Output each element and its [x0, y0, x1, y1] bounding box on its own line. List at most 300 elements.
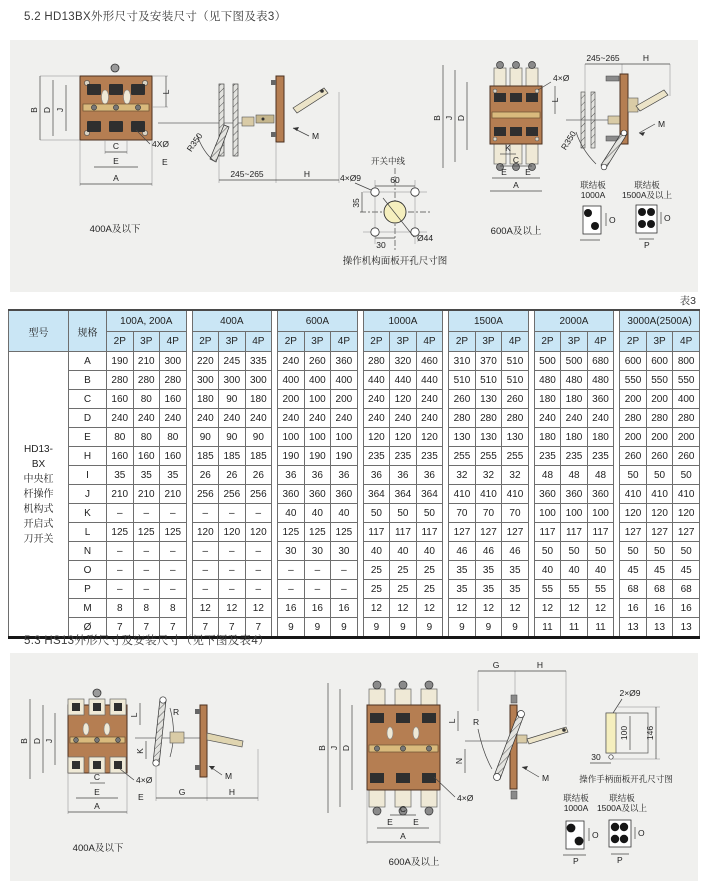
dim-label-j: J	[44, 738, 54, 744]
dim-label-j2: J	[444, 115, 454, 121]
value-cell: 12	[219, 599, 246, 618]
value-cell: 400	[278, 371, 305, 390]
value-cell: –	[219, 561, 246, 580]
value-cell: 180	[192, 390, 219, 409]
spec-letter-cell: P	[69, 580, 107, 599]
value-cell: 255	[502, 447, 529, 466]
pole-subheader: 2P	[107, 332, 134, 352]
value-cell: 480	[561, 371, 588, 390]
hd13bx-drawings-panel	[10, 40, 698, 292]
value-cell: 120	[620, 504, 647, 523]
group-header: 3000A(2500A)	[620, 310, 700, 332]
value-cell: 127	[646, 523, 673, 542]
value-cell: 260	[449, 390, 476, 409]
table-row	[9, 409, 700, 428]
value-cell: 117	[587, 523, 614, 542]
value-cell: 240	[363, 409, 390, 428]
value-cell: 240	[587, 409, 614, 428]
value-cell: 180	[561, 390, 588, 409]
link-plate-1000a	[580, 180, 616, 240]
value-cell: 48	[561, 466, 588, 485]
holes-label: 4XØ	[152, 139, 170, 149]
pole-subheader: 3P	[646, 332, 673, 352]
dim-label-d2: D	[341, 744, 351, 752]
value-cell: 40	[390, 542, 417, 561]
group-header: 600A	[278, 310, 358, 332]
value-cell: 256	[192, 485, 219, 504]
value-cell: 36	[331, 466, 358, 485]
value-cell: 410	[475, 485, 502, 504]
value-cell: 185	[192, 447, 219, 466]
caption-400a: 400A及以下	[72, 843, 124, 854]
arc-radius-label-2: R	[473, 717, 480, 727]
link-plate-amp: 1000A	[563, 803, 589, 813]
spec-letter-cell: B	[69, 371, 107, 390]
value-cell: 12	[561, 599, 588, 618]
value-cell: 45	[620, 561, 647, 580]
hs13-side-view-600a	[447, 660, 568, 799]
hd13bx-front-view-400a	[29, 64, 171, 235]
dim-100-label: 100	[619, 725, 629, 741]
value-cell: 11	[587, 618, 614, 638]
value-cell: 117	[561, 523, 588, 542]
value-cell: 7	[133, 618, 160, 638]
holes-right-label: 4×Ø	[553, 73, 570, 83]
hs13-drawings-panel	[10, 653, 698, 881]
value-cell: 50	[673, 466, 700, 485]
value-cell: 550	[673, 371, 700, 390]
value-cell: –	[245, 580, 272, 599]
value-cell: 100	[304, 428, 331, 447]
value-cell: 16	[673, 599, 700, 618]
link-plate-title: 联结板	[563, 793, 589, 803]
value-cell: 40	[331, 504, 358, 523]
value-cell: 280	[673, 409, 700, 428]
value-cell: 235	[416, 447, 443, 466]
value-cell: 200	[646, 390, 673, 409]
value-cell: –	[245, 561, 272, 580]
value-cell: 9	[416, 618, 443, 638]
value-cell: 360	[304, 485, 331, 504]
dim-35-label: 35	[351, 198, 361, 208]
value-cell: 9	[331, 618, 358, 638]
table-row	[9, 542, 700, 561]
value-cell: 280	[475, 409, 502, 428]
value-cell: 800	[673, 352, 700, 371]
spec-letter-cell: H	[69, 447, 107, 466]
value-cell: 70	[475, 504, 502, 523]
value-cell: 32	[449, 466, 476, 485]
dim-label-h: H	[303, 169, 311, 179]
value-cell: 600	[620, 352, 647, 371]
value-cell: 200	[620, 390, 647, 409]
group-header: 1000A	[363, 310, 443, 332]
value-cell: 200	[620, 428, 647, 447]
handle-panel-hole-diagram	[579, 688, 673, 784]
value-cell: 16	[304, 599, 331, 618]
value-cell: 280	[363, 352, 390, 371]
value-cell: 9	[363, 618, 390, 638]
value-cell: 7	[245, 618, 272, 638]
value-cell: 100	[561, 504, 588, 523]
dim-label-k: K	[505, 143, 511, 153]
value-cell: 7	[192, 618, 219, 638]
spec-letter-cell: K	[69, 504, 107, 523]
value-cell: 35	[502, 561, 529, 580]
link-plate-1500a	[622, 180, 673, 250]
value-cell: 600	[646, 352, 673, 371]
value-cell: 120	[192, 523, 219, 542]
value-cell: 240	[416, 390, 443, 409]
value-cell: 125	[160, 523, 187, 542]
value-cell: 100	[278, 428, 305, 447]
value-cell: 255	[475, 447, 502, 466]
panel-hole-caption: 操作机构面板开孔尺寸图	[342, 256, 448, 267]
value-cell: 50	[390, 504, 417, 523]
diameter-44-label: Ø44	[417, 233, 434, 243]
pole-subheader: 2P	[620, 332, 647, 352]
value-cell: 35	[107, 466, 134, 485]
link-plate-title: 联结板	[580, 180, 606, 190]
pole-subheader: 3P	[475, 332, 502, 352]
value-cell: 240	[278, 409, 305, 428]
value-cell: 16	[646, 599, 673, 618]
holes-label-2: 4×Ø	[457, 793, 474, 803]
value-cell: 260	[304, 352, 331, 371]
value-cell: –	[107, 504, 134, 523]
value-cell: 40	[534, 561, 561, 580]
spec-letter-cell: E	[69, 428, 107, 447]
dim-label-d: D	[42, 106, 52, 114]
dim-label-l2: L	[447, 718, 457, 724]
value-cell: 130	[475, 390, 502, 409]
dim-30-label: 30	[591, 752, 601, 762]
dim-label-a2: A	[400, 831, 406, 841]
value-cell: 100	[587, 504, 614, 523]
table-row	[9, 466, 700, 485]
table-row	[9, 504, 700, 523]
spec-letter-cell: O	[69, 561, 107, 580]
dim-label-b: B	[19, 738, 29, 744]
value-cell: 240	[107, 409, 134, 428]
value-cell: 400	[331, 371, 358, 390]
value-cell: 120	[363, 428, 390, 447]
value-cell: 360	[587, 485, 614, 504]
value-cell: 50	[620, 542, 647, 561]
spec-letter-cell: I	[69, 466, 107, 485]
value-cell: 45	[673, 561, 700, 580]
value-cell: 320	[390, 352, 417, 371]
value-cell: 36	[416, 466, 443, 485]
value-cell: –	[133, 561, 160, 580]
value-cell: 280	[646, 409, 673, 428]
value-cell: 16	[331, 599, 358, 618]
value-cell: 360	[534, 485, 561, 504]
group-header: 1500A	[449, 310, 529, 332]
value-cell: 90	[219, 390, 246, 409]
value-cell: –	[160, 504, 187, 523]
value-cell: 240	[192, 409, 219, 428]
value-cell: 8	[107, 599, 134, 618]
section-5-3-title: 5.3 HS13外形尺寸及安装尺寸（见下图及表4）	[24, 635, 270, 647]
link-plate-amp-2: 1500A及以上	[596, 803, 648, 813]
center-line-label: 开关中线	[370, 156, 406, 166]
value-cell: 256	[245, 485, 272, 504]
pole-subheader: 4P	[160, 332, 187, 352]
value-cell: 240	[160, 409, 187, 428]
value-cell: 120	[245, 523, 272, 542]
value-cell: 11	[561, 618, 588, 638]
value-cell: 220	[192, 352, 219, 371]
value-cell: 260	[620, 447, 647, 466]
table-row	[9, 447, 700, 466]
spec-table	[8, 309, 700, 639]
value-cell: 40	[278, 504, 305, 523]
value-cell: 12	[475, 599, 502, 618]
value-cell: 25	[363, 561, 390, 580]
dim-label-m2: M	[658, 119, 666, 129]
value-cell: 300	[192, 371, 219, 390]
value-cell: 127	[620, 523, 647, 542]
value-cell: 460	[416, 352, 443, 371]
value-cell: 364	[390, 485, 417, 504]
table-row	[9, 580, 700, 599]
dim-label-d: D	[32, 737, 42, 745]
dim-label-l: L	[129, 712, 139, 718]
value-cell: 240	[390, 409, 417, 428]
value-cell: 190	[331, 447, 358, 466]
value-cell: 46	[502, 542, 529, 561]
value-cell: 12	[416, 599, 443, 618]
value-cell: 26	[192, 466, 219, 485]
value-cell: 240	[561, 409, 588, 428]
value-cell: –	[219, 580, 246, 599]
value-cell: 410	[646, 485, 673, 504]
value-cell: 280	[160, 371, 187, 390]
dim-label-o2: O	[638, 828, 645, 838]
value-cell: 9	[390, 618, 417, 638]
value-cell: 50	[587, 542, 614, 561]
value-cell: 260	[646, 447, 673, 466]
dim-label-k: K	[135, 748, 145, 754]
value-cell: 80	[160, 428, 187, 447]
value-cell: 7	[160, 618, 187, 638]
dim-label-e2: E	[162, 157, 168, 167]
value-cell: 364	[416, 485, 443, 504]
value-cell: 125	[331, 523, 358, 542]
dim-label-c: C	[93, 772, 101, 782]
value-cell: 16	[620, 599, 647, 618]
value-cell: 260	[673, 447, 700, 466]
span-label: 245~265	[230, 169, 264, 179]
value-cell: 80	[107, 428, 134, 447]
value-cell: 26	[245, 466, 272, 485]
dim-label-n: N	[454, 757, 464, 765]
value-cell: 200	[673, 428, 700, 447]
dim-label-b: B	[29, 107, 39, 113]
section-5-2-title: 5.2 HD13BX外形尺寸及安装尺寸（见下图及表3）	[24, 11, 287, 23]
dim-label-e4: E	[413, 817, 419, 827]
holes-label: 4×Ø	[136, 775, 153, 785]
value-cell: 8	[133, 599, 160, 618]
value-cell: 125	[133, 523, 160, 542]
value-cell: 70	[449, 504, 476, 523]
value-cell: –	[107, 542, 134, 561]
value-cell: 200	[331, 390, 358, 409]
value-cell: 35	[449, 561, 476, 580]
pole-subheader: 2P	[363, 332, 390, 352]
value-cell: 12	[390, 599, 417, 618]
value-cell: 400	[304, 371, 331, 390]
spec-letter-cell: Ø	[69, 618, 107, 638]
value-cell: 190	[278, 447, 305, 466]
value-cell: 40	[587, 561, 614, 580]
dim-label-m: M	[312, 131, 320, 141]
value-cell: 30	[278, 542, 305, 561]
caption-400a: 400A及以下	[89, 224, 141, 235]
value-cell: 240	[416, 409, 443, 428]
value-cell: 26	[219, 466, 246, 485]
pole-subheader: 3P	[133, 332, 160, 352]
value-cell: 70	[502, 504, 529, 523]
value-cell: –	[278, 580, 305, 599]
value-cell: 120	[219, 523, 246, 542]
value-cell: 36	[304, 466, 331, 485]
dim-label-o2: O	[664, 213, 671, 223]
value-cell: –	[331, 561, 358, 580]
value-cell: 550	[646, 371, 673, 390]
value-cell: 80	[133, 428, 160, 447]
value-cell: 12	[502, 599, 529, 618]
link-plate-amp-2: 1500A及以上	[621, 190, 673, 200]
value-cell: 68	[646, 580, 673, 599]
value-cell: 210	[107, 485, 134, 504]
value-cell: 55	[561, 580, 588, 599]
link-plate-title-2: 联结板	[634, 180, 660, 190]
table-row	[9, 428, 700, 447]
value-cell: 510	[502, 352, 529, 371]
value-cell: –	[304, 561, 331, 580]
value-cell: 240	[304, 409, 331, 428]
value-cell: 280	[107, 371, 134, 390]
value-cell: 127	[673, 523, 700, 542]
value-cell: 440	[363, 371, 390, 390]
value-cell: 310	[449, 352, 476, 371]
dim-label-e3: E	[387, 817, 393, 827]
value-cell: 50	[620, 466, 647, 485]
value-cell: 245	[219, 352, 246, 371]
value-cell: 36	[278, 466, 305, 485]
value-cell: 12	[363, 599, 390, 618]
value-cell: 360	[278, 485, 305, 504]
value-cell: 125	[107, 523, 134, 542]
value-cell: 240	[331, 409, 358, 428]
pole-subheader: 3P	[390, 332, 417, 352]
value-cell: 130	[502, 428, 529, 447]
value-cell: 500	[534, 352, 561, 371]
value-cell: 9	[449, 618, 476, 638]
value-cell: 480	[587, 371, 614, 390]
value-cell: 50	[363, 504, 390, 523]
value-cell: 130	[475, 428, 502, 447]
value-cell: 50	[534, 542, 561, 561]
value-cell: 9	[278, 618, 305, 638]
value-cell: 180	[561, 428, 588, 447]
dim-label-p: P	[573, 856, 579, 866]
value-cell: 210	[133, 352, 160, 371]
arc-radius-label-2: R350	[558, 129, 579, 152]
value-cell: 360	[587, 390, 614, 409]
value-cell: –	[192, 580, 219, 599]
value-cell: 240	[245, 409, 272, 428]
dim-label-g2: G	[492, 660, 500, 670]
dim-label-e: E	[94, 787, 100, 797]
value-cell: 410	[673, 485, 700, 504]
table-row	[9, 523, 700, 542]
dim-label-j2: J	[329, 745, 339, 751]
dim-label-h: H	[228, 787, 236, 797]
mechanism-panel-hole-diagram	[340, 156, 447, 267]
holes-4x9-label: 4×Ø9	[340, 173, 362, 183]
value-cell: 30	[304, 542, 331, 561]
value-cell: 30	[331, 542, 358, 561]
value-cell: 127	[502, 523, 529, 542]
value-cell: 160	[160, 390, 187, 409]
dim-label-e4: E	[525, 167, 531, 177]
dim-label-d2: D	[456, 114, 466, 122]
value-cell: 185	[219, 447, 246, 466]
value-cell: 500	[561, 352, 588, 371]
group-header: 2000A	[534, 310, 614, 332]
value-cell: 335	[245, 352, 272, 371]
table-row	[9, 390, 700, 409]
value-cell: 13	[673, 618, 700, 638]
value-cell: 210	[160, 485, 187, 504]
pole-subheader: 4P	[587, 332, 614, 352]
value-cell: –	[331, 580, 358, 599]
pole-subheader: 2P	[449, 332, 476, 352]
value-cell: 200	[646, 428, 673, 447]
value-cell: 90	[245, 428, 272, 447]
spec-letter-cell: D	[69, 409, 107, 428]
value-cell: 50	[561, 542, 588, 561]
dim-label-b2: B	[317, 745, 327, 751]
spec-header: 规格	[69, 310, 107, 352]
spec-letter-cell: C	[69, 390, 107, 409]
value-cell: 100	[304, 390, 331, 409]
value-cell: –	[245, 504, 272, 523]
value-cell: 50	[416, 504, 443, 523]
caption-600a: 600A及以上	[490, 226, 542, 237]
dim-label-a: A	[94, 801, 100, 811]
value-cell: 160	[160, 447, 187, 466]
pole-subheader: 2P	[278, 332, 305, 352]
value-cell: –	[192, 561, 219, 580]
value-cell: 280	[620, 409, 647, 428]
value-cell: 280	[502, 409, 529, 428]
hd13bx-side-view-400a	[158, 76, 339, 183]
value-cell: 8	[160, 599, 187, 618]
value-cell: 200	[278, 390, 305, 409]
spec-letter-cell: M	[69, 599, 107, 618]
dim-label-p2: P	[617, 855, 623, 865]
pole-subheader: 4P	[502, 332, 529, 352]
holes-2x9-label: 2×Ø9	[619, 688, 641, 698]
value-cell: 100	[331, 428, 358, 447]
dim-label-a: A	[113, 173, 119, 183]
value-cell: 300	[219, 371, 246, 390]
value-cell: 12	[534, 599, 561, 618]
